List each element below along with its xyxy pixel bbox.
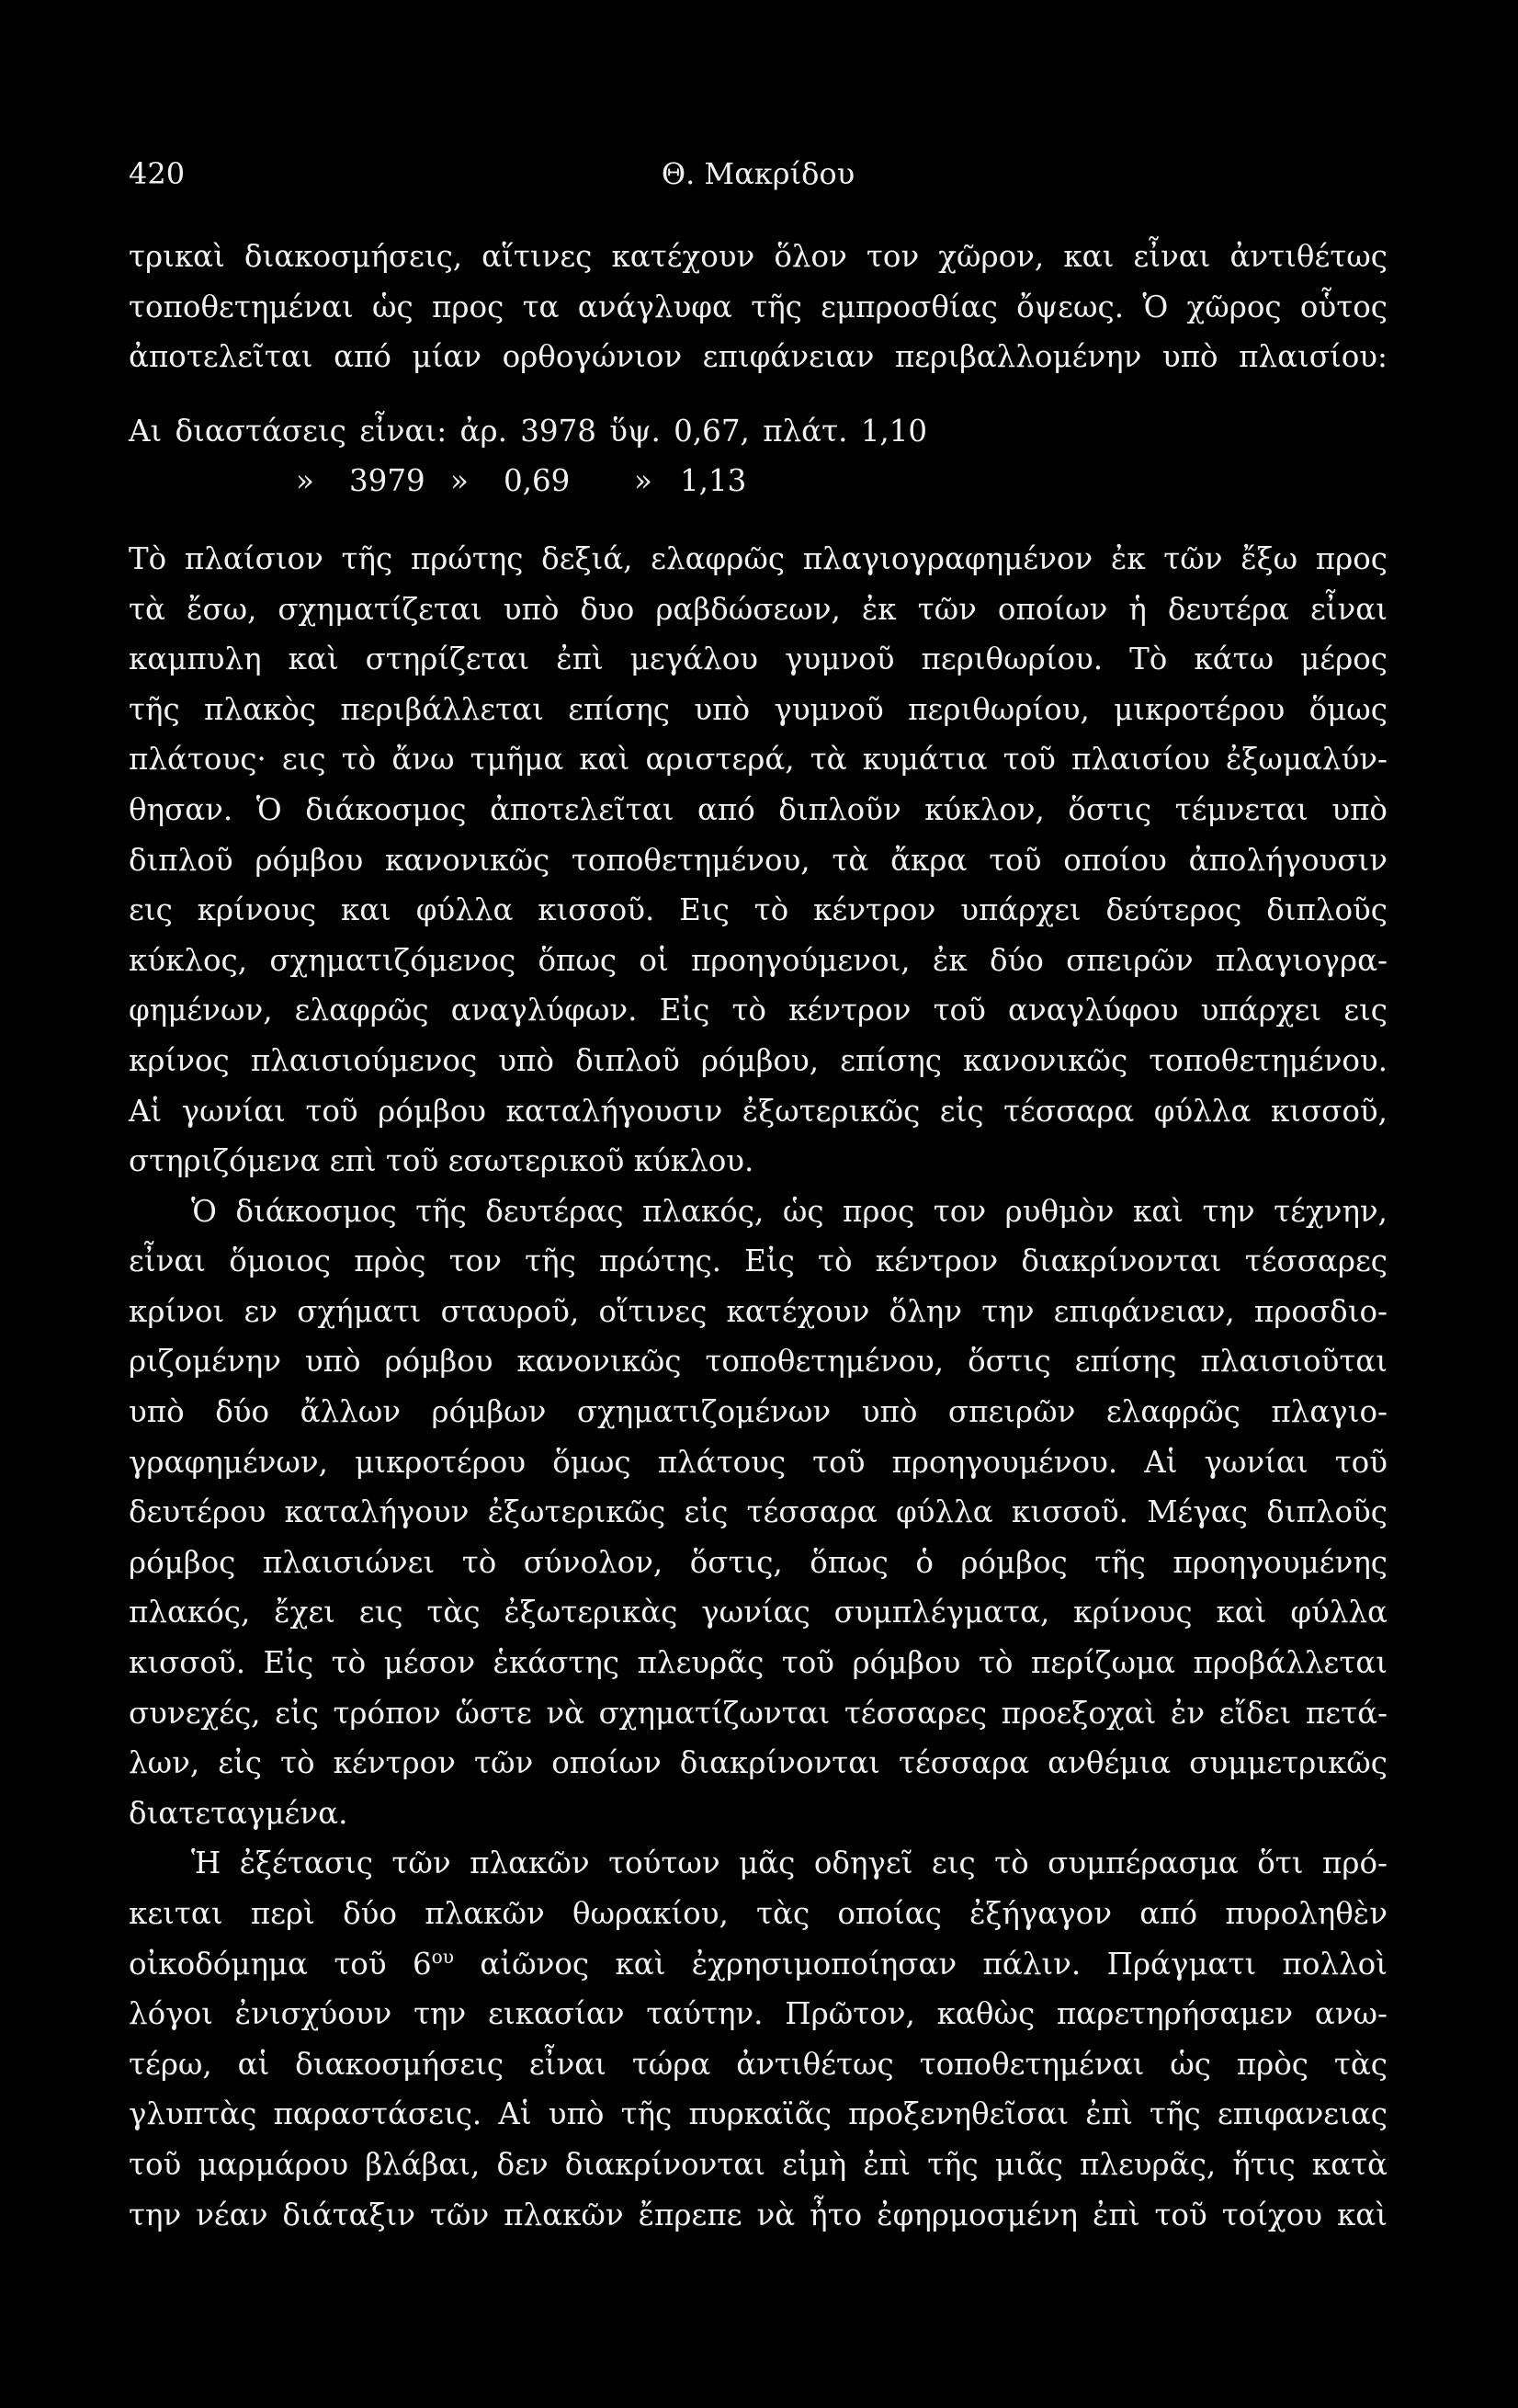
text-line: κρίνος πλαισιούμενος υπὸ διπλοῦ ρόμβου, επίσης κανονικῶς τοποθετημένου. [129, 1042, 1388, 1078]
text-line: τέρω, αἱ διακοσμήσεις εἶναι τώρα ἀντιθέτως τοποθετημέναι ὡς πρὸς τὰς [129, 2046, 1388, 2082]
text-line: την νέαν διάταξιν τῶν πλακῶν ἔπρεπε νὰ ἦτο ἐφηρμοσμένη ἐπὶ τοῦ τοίχου καὶ [129, 2197, 1388, 2232]
page-header [129, 156, 1388, 202]
text-line: Ἡ ἐξέτασις τῶν πλακῶν τούτων μᾶς οδηγεῖ εις τὸ συμπέρασμα ὅτι πρό- [191, 1846, 1388, 1881]
text-line: συνεχές, εἰς τρόπον ὥστε νὰ σχηματίζωνται τέσσαρες προεξοχαὶ ἐν εἴδει πετά- [129, 1695, 1388, 1731]
text-line: κισσοῦ. Εἰς τὸ μέσον ἑκάστης πλευρᾶς τοῦ ρόμβου τὸ περίζωμα προβάλλεται [129, 1645, 1388, 1681]
text-line: ἀποτελεῖται από μίαν ορθογώνιον επιφάνειαν περιβαλλομένην υπὸ πλαισίου: [129, 339, 1388, 375]
text-line: τοῦ μαρμάρου βλάβαι, δεν διακρίνονται εἰμὴ ἐπὶ τῆς μιᾶς πλευρᾶς, ἥτις κατὰ [129, 2146, 1388, 2182]
text-line: λων, εἰς τὸ κέντρον τῶν οποίων διακρίνονται τέσσαρα ανθέμια συμμετρικῶς [129, 1745, 1388, 1781]
dimensions [129, 406, 1388, 506]
paragraph-4 [129, 1838, 1388, 2240]
text-line: εἶναι ὅμοιος πρὸς τον τῆς πρώτης. Εἰς τὸ κέντρον διακρίνονται τέσσαρες [129, 1244, 1388, 1279]
spacer [129, 382, 1388, 406]
text-line: τὰ ἔσω, σχηματίζεται υπὸ δυο ραβδώσεων, ἐκ τῶν οποίων ἡ δευτέρα εἶναι [129, 591, 1388, 627]
ditto-mark: » [450, 463, 469, 499]
text-fragment: οἰκοδόμημα τοῦ 6 [129, 1946, 432, 1982]
dimensions-line: Αι διαστάσεις εἶναι: ἀρ. 3978 ὕψ. 0,67, πλάτ. 1,10 [129, 413, 928, 449]
text-fragment: αἰῶνος καὶ ἐχρησιμοποίησαν πάλιν. Πράγματι πολλοὶ [454, 1946, 1388, 1982]
text-line: τρικαὶ διακοσμήσεις, αἵτινες κατέχουν ὅλον τον χῶρον, και εἶναι ἀντιθέτως [129, 239, 1388, 274]
ditto-mark: » [296, 463, 314, 499]
text-line: διατεταγμένα. [129, 1795, 348, 1831]
text-line: διπλοῦ ρόμβου κανονικῶς τοποθετημένου, τὰ ἄκρα τοῦ οποίου ἀπολήγουσιν [129, 842, 1388, 878]
width-value: 1,13 [680, 463, 747, 499]
text-line: θησαν. Ὁ διάκοσμος ἀποτελεῖται από διπλοῦν κύκλον, ὅστις τέμνεται υπὸ [129, 791, 1388, 827]
text-line: κύκλος, σχηματιζόμενος ὅπως οἱ προηγούμενοι, ἐκ δύο σπειρῶν πλαγιογρα- [129, 942, 1388, 978]
text-line: υπὸ δύο ἄλλων ρόμβων σχηματιζομένων υπὸ σπειρῶν ελαφρῶς πλαγιο- [129, 1394, 1388, 1430]
page-number: 420 [129, 156, 186, 191]
spacer [129, 506, 1388, 534]
text-line: ρόμβος πλαισιώνει τὸ σύνολον, ὅστις, ὅπως ὁ ρόμβος τῆς προηγουμένης [129, 1544, 1388, 1580]
text-line: γραφημένων, μικροτέρου ὅμως πλάτους τοῦ προηγουμένου. Αἱ γωνίαι τοῦ [129, 1444, 1388, 1480]
text-line: φημένων, ελαφρῶς αναγλύφων. Εἰς τὸ κέντρον τοῦ αναγλύφου υπάρχει εις [129, 993, 1388, 1028]
superscript: ου [431, 1945, 455, 1968]
body-text [129, 232, 1388, 2240]
paragraph-1 [129, 232, 1388, 382]
running-head: Θ. Μακρίδου [661, 156, 855, 191]
text-line: πλακός, ἔχει εις τὰς ἐξωτερικὰς γωνίας συμπλέγματα, κρίνους καὶ φύλλα [129, 1595, 1388, 1630]
text-line: Τὸ πλαίσιον τῆς πρώτης δεξιά, ελαφρῶς πλαγιογραφημένον ἐκ τῶν ἔξω προς [129, 540, 1388, 576]
text-line: λόγοι ἐνισχύουν την εικασίαν ταύτην. Πρῶτον, καθὼς παρετηρήσαμεν ανω- [129, 1996, 1388, 2032]
text-line: στηριζόμενα επὶ τοῦ εσωτερικοῦ κύκλου. [129, 1143, 754, 1179]
dimensions-line-2 [129, 456, 1388, 506]
ditto-mark: » [634, 463, 652, 499]
height-value: 0,69 [504, 463, 571, 499]
text-line: Αἱ γωνίαι τοῦ ρόμβου καταλήγουσιν ἐξωτερικῶς εἰς τέσσαρα φύλλα κισσοῦ, [129, 1093, 1388, 1129]
text-line: Ὁ διάκοσμος τῆς δευτέρας πλακός, ὡς προς τον ρυθμὸν καὶ την τέχνην, [191, 1193, 1388, 1229]
inventory-number: 3979 [349, 463, 425, 499]
paragraph-2 [129, 534, 1388, 1187]
text-line: τοποθετημέναι ὡς προς τα ανάγλυφα τῆς εμπροσθίας ὄψεως. Ὁ χῶρος οὗτος [129, 289, 1388, 324]
text-line: κειται περὶ δύο πλακῶν θωρακίου, τὰς οποίας ἐξήγαγον από πυροληθὲν [129, 1896, 1388, 1931]
text-line: πλάτους· εις τὸ ἄνω τμῆμα καὶ αριστερά, τὰ κυμάτια τοῦ πλαισίου ἐξωμαλύν- [129, 742, 1388, 778]
text-line: ριζομένην υπὸ ρόμβου κανονικῶς τοποθετημένου, ὅστις επίσης πλαισιοῦται [129, 1344, 1388, 1380]
text-line: κρίνοι εν σχήματι σταυροῦ, οἵτινες κατέχουν ὅλην την επιφάνειαν, προσδιο- [129, 1293, 1388, 1329]
text-line [129, 1939, 1388, 1990]
text-line: γλυπτὰς παραστάσεις. Αἱ υπὸ τῆς πυρκαϊᾶς προξενηθεῖσαι ἐπὶ τῆς επιφανειας [129, 2096, 1388, 2132]
paragraph-3 [129, 1187, 1388, 1839]
text-line: δευτέρου καταλήγουν ἐξωτερικῶς εἰς τέσσαρα φύλλα κισσοῦ. Μέγας διπλοῦς [129, 1494, 1388, 1530]
text-line: εις κρίνους και φύλλα κισσοῦ. Εις τὸ κέντρον υπάρχει δεύτερος διπλοῦς [129, 892, 1388, 928]
text-line: καμπυλη καὶ στηρίζεται ἐπὶ μεγάλου γυμνοῦ περιθωρίου. Τὸ κάτω μέρος [129, 642, 1388, 677]
text-line: τῆς πλακὸς περιβάλλεται επίσης υπὸ γυμνοῦ περιθωρίου, μικροτέρου ὅμως [129, 691, 1388, 727]
